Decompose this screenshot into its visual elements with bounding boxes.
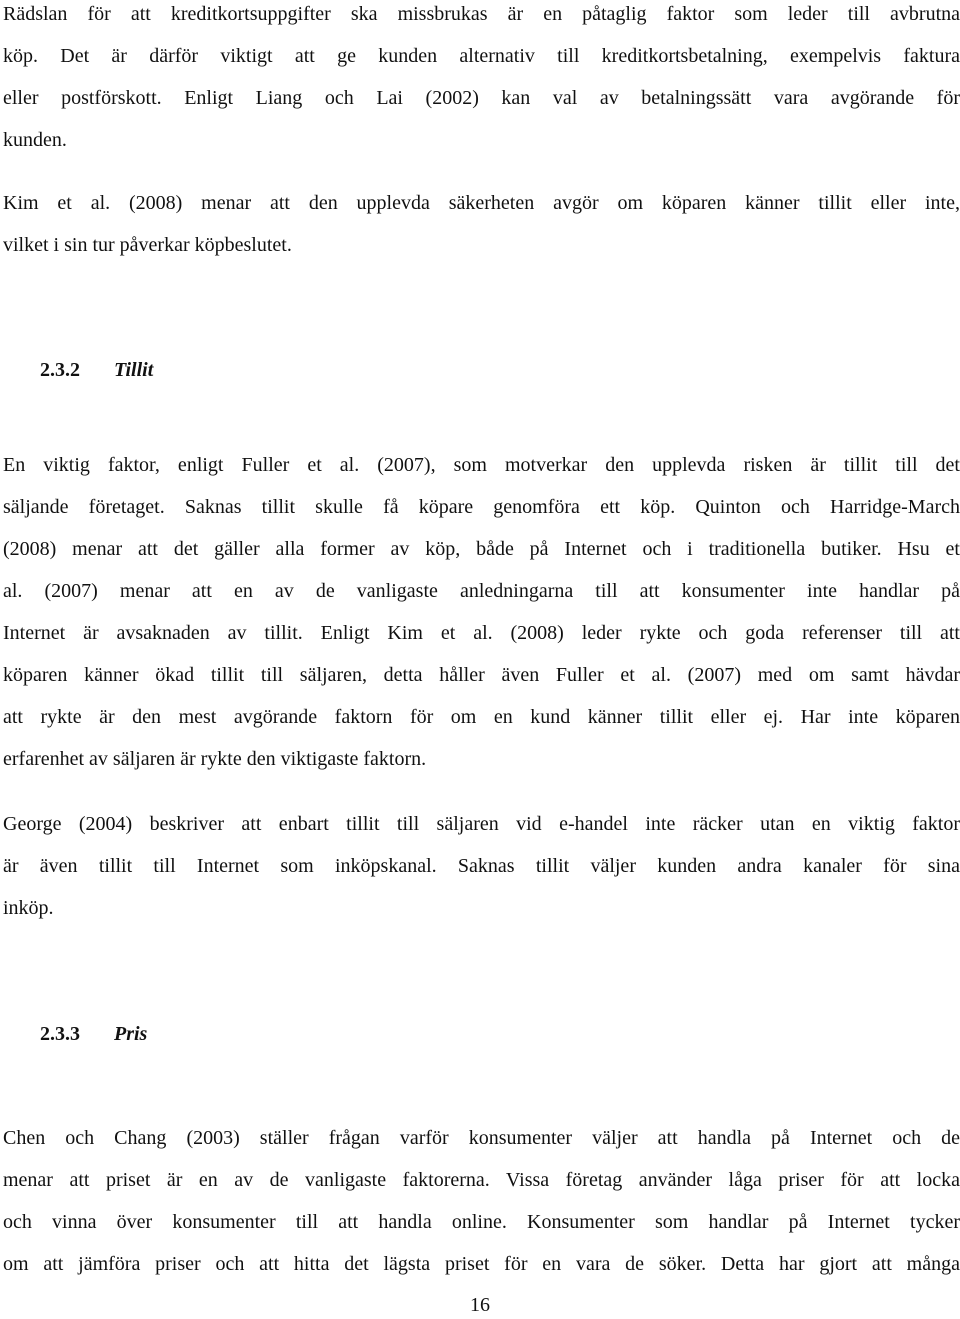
section-number: 2.3.2 bbox=[40, 359, 80, 381]
text-line: vilket i sin tur påverkar köpbeslutet. bbox=[3, 234, 292, 256]
text-line: kunden. bbox=[3, 129, 67, 151]
text-line: eller postförskott. Enligt Liang och Lai (2002) kan val av betalningssätt vara avgörande för bbox=[3, 87, 960, 109]
text-line: En viktig faktor, enligt Fuller et al. (2007), som motverkar den upplevda risken är tillit till det bbox=[3, 454, 960, 476]
section-heading-tillit bbox=[40, 356, 153, 384]
text-line: köparen känner ökad tillit till säljaren, detta håller även Fuller et al. (2007) med om samt hävdar bbox=[3, 664, 960, 686]
section-heading-pris bbox=[40, 1020, 147, 1048]
text-line: menar att priset är en av de vanligaste faktorerna. Vissa företag använder låga priser för att locka bbox=[3, 1169, 960, 1191]
text-line: (2008) menar att det gäller alla former av köp, både på Internet och i traditionella butiker. Hsu et bbox=[3, 538, 960, 560]
text-line: inköp. bbox=[3, 897, 54, 919]
text-line: Rädslan för att kreditkortsuppgifter ska missbrukas är en påtaglig faktor som leder till avbrutna bbox=[3, 3, 960, 25]
text-line: Kim et al. (2008) menar att den upplevda säkerheten avgör om köparen känner tillit eller inte, bbox=[3, 192, 960, 214]
text-line: Chen och Chang (2003) ställer frågan varför konsumenter väljer att handla på Internet och de bbox=[3, 1127, 960, 1149]
text-line: om att jämföra priser och att hitta det lägsta priset för en vara de söker. Detta har gjort att många bbox=[3, 1253, 960, 1275]
section-number: 2.3.3 bbox=[40, 1023, 80, 1045]
text-line: erfarenhet av säljaren är rykte den viktigaste faktorn. bbox=[3, 748, 427, 770]
text-line: Internet är avsaknaden av tillit. Enligt Kim et al. (2008) leder rykte och goda referenser till att bbox=[3, 622, 960, 644]
text-line: säljande företaget. Saknas tillit skulle få köpare genomföra ett köp. Quinton och Harridge-March bbox=[3, 496, 960, 518]
text-line: köp. Det är därför viktigt att ge kunden alternativ till kreditkortsbetalning, exempelvis faktura bbox=[3, 45, 960, 67]
text-line: George (2004) beskriver att enbart tillit till säljaren vid e-handel inte räcker utan en viktig faktor bbox=[3, 813, 960, 835]
text-line: al. (2007) menar att en av de vanligaste anledningarna till att konsumenter inte handlar på bbox=[3, 580, 960, 602]
text-line: är även tillit till Internet som inköpskanal. Saknas tillit väljer kunden andra kanaler för sina bbox=[3, 855, 960, 877]
page-number: 16 bbox=[470, 1294, 490, 1316]
text-line: och vinna över konsumenter till att handla online. Konsumenter som handlar på Internet tycker bbox=[3, 1211, 960, 1233]
section-title: Tillit bbox=[114, 359, 154, 381]
section-title: Pris bbox=[114, 1023, 148, 1045]
text-line: att rykte är den mest avgörande faktorn för om en kund känner tillit eller ej. Har inte köparen bbox=[3, 706, 960, 728]
